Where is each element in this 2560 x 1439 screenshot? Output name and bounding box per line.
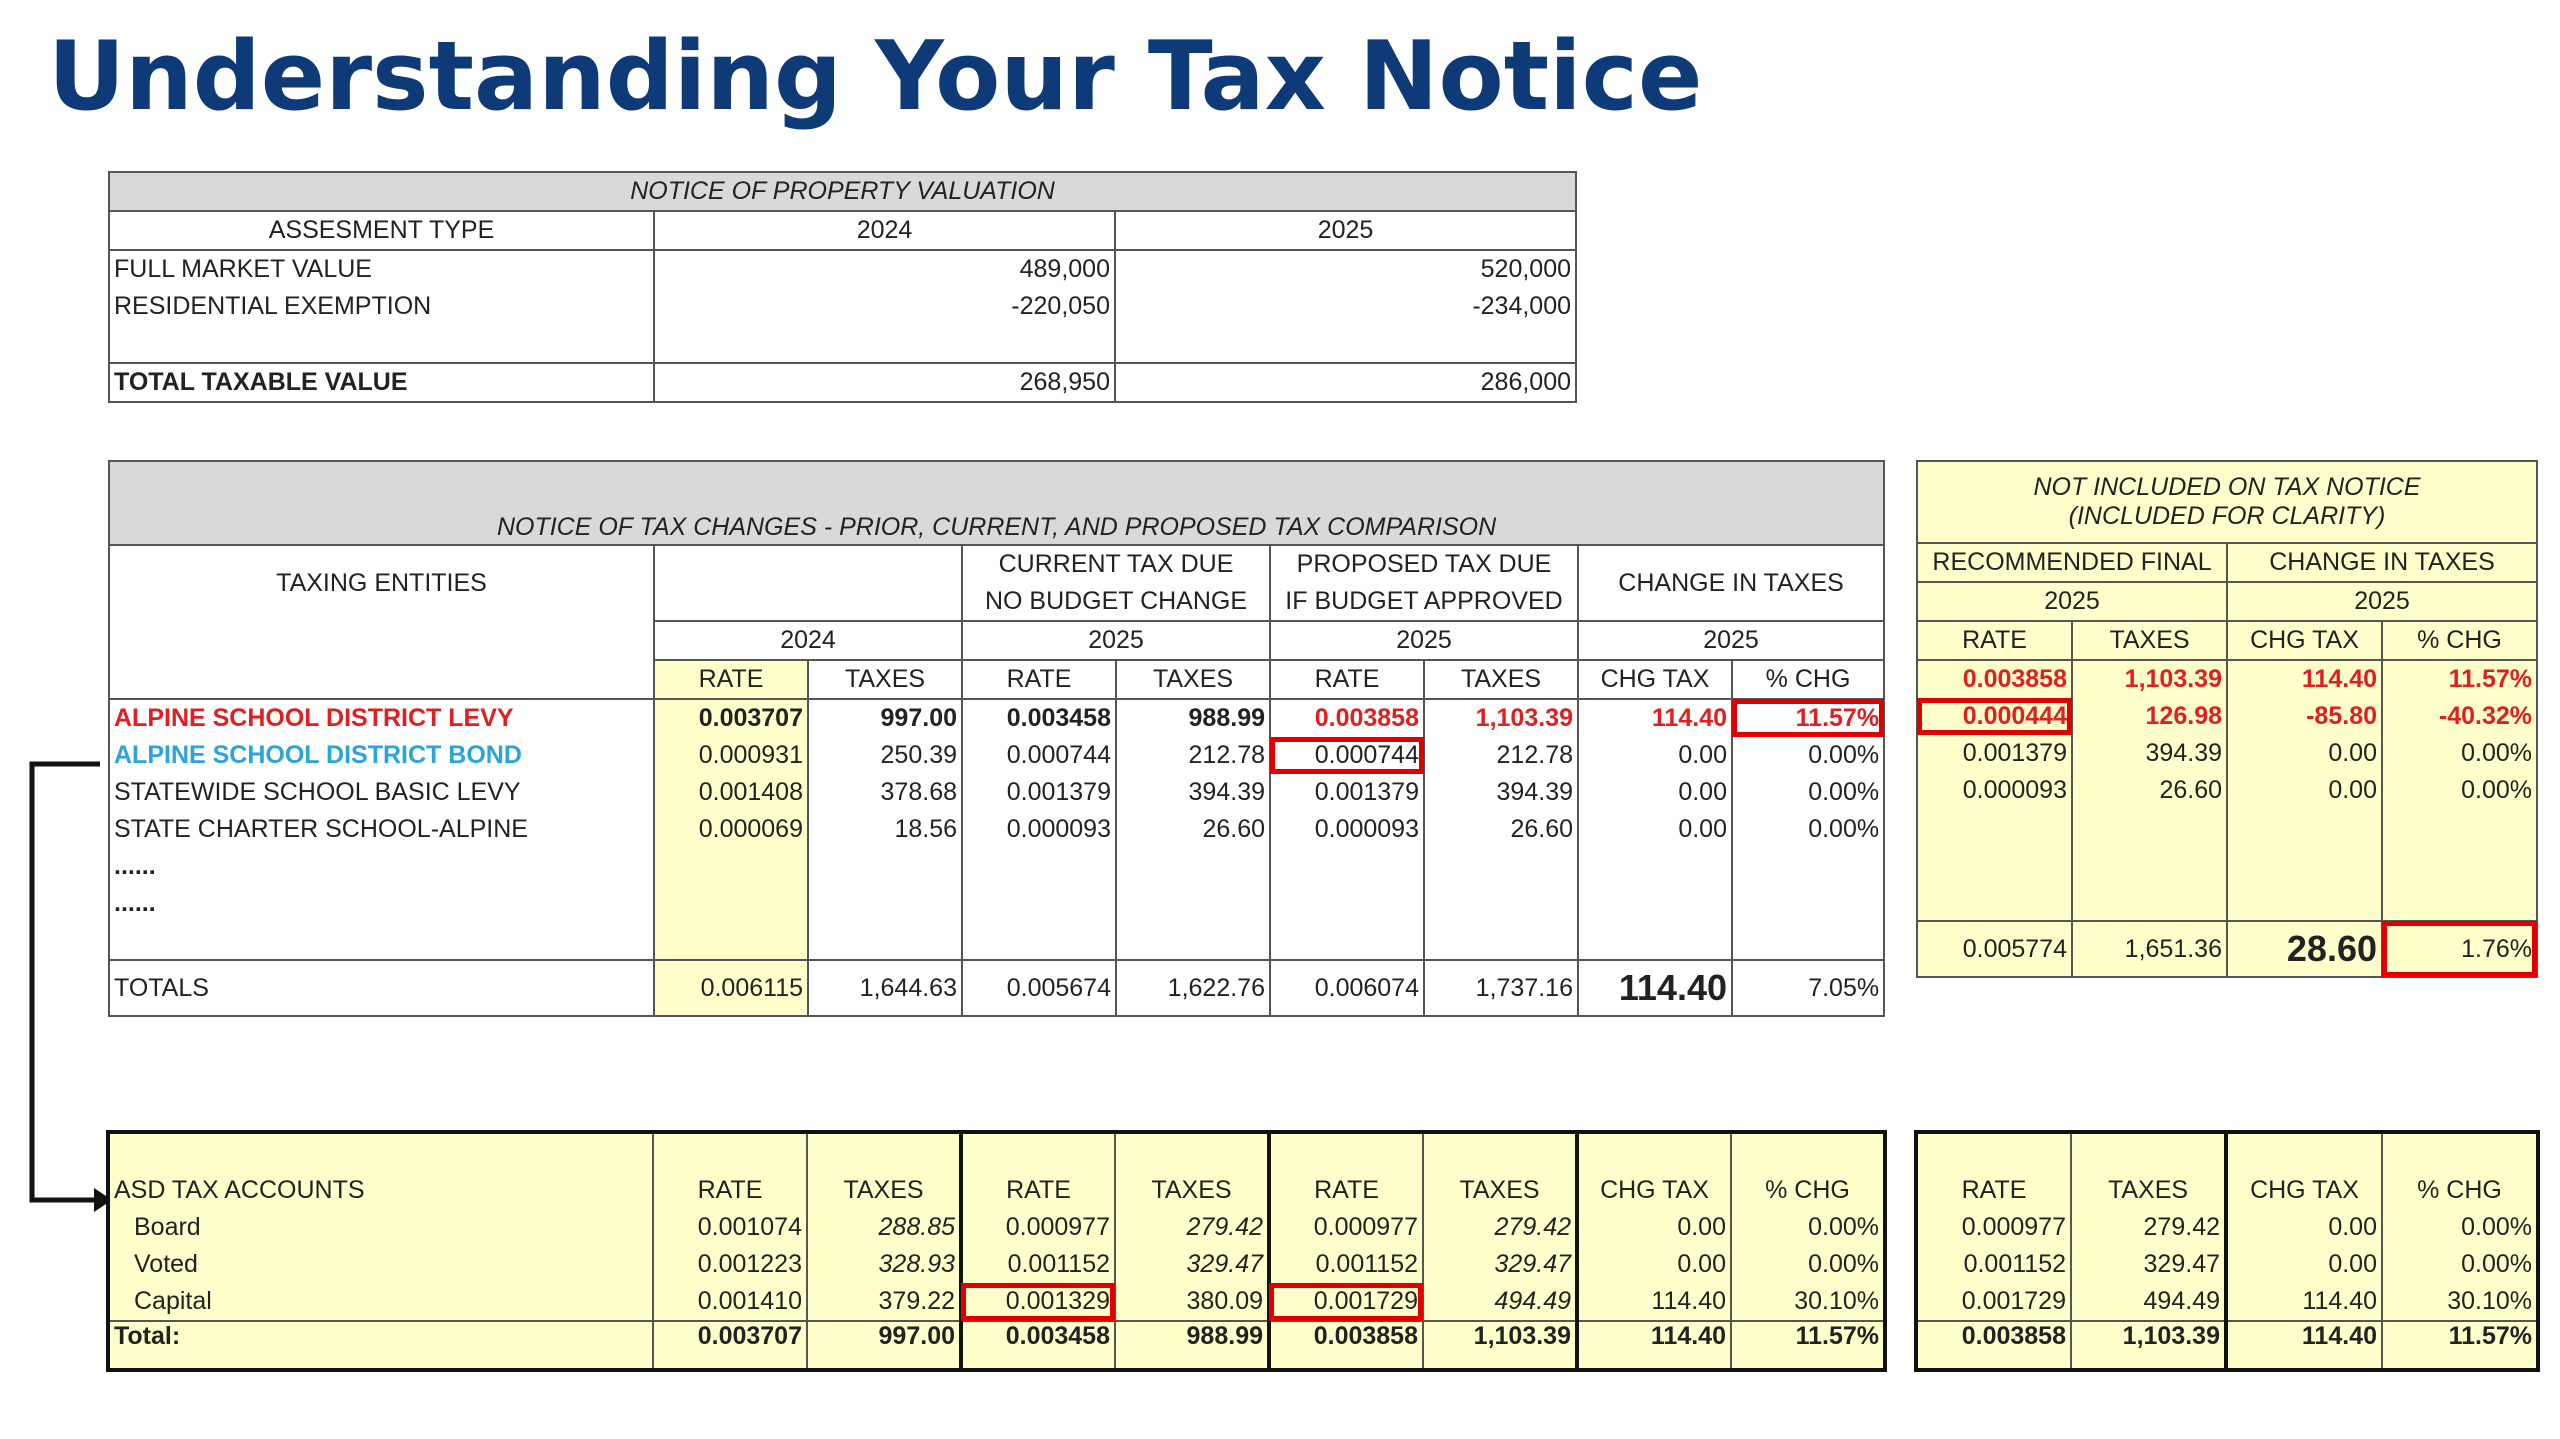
cell: 0.00 — [2227, 735, 2382, 772]
cell: 0.000093 — [962, 811, 1116, 848]
cell: 0.001379 — [1270, 774, 1424, 811]
value-2024: -220,050 — [654, 288, 1115, 325]
side-header-2: (INCLUDED FOR CLARITY) — [1917, 502, 2537, 543]
cell: 394.39 — [1116, 774, 1270, 811]
cell: 0.00 — [1578, 811, 1732, 848]
taxes-header: TAXES — [1116, 660, 1270, 699]
total-2025: 286,000 — [1115, 363, 1576, 402]
cell: 1,103.39 — [2072, 660, 2227, 698]
arrow-connector — [24, 760, 114, 1220]
cell: 0.00 — [1578, 774, 1732, 811]
cell: 114.40 — [1578, 960, 1732, 1016]
cell: 0.00 — [2226, 1246, 2382, 1283]
table-row — [1916, 1209, 2538, 1246]
cell: 28.60 — [2227, 921, 2382, 977]
cell: 0.00% — [1731, 1209, 1885, 1246]
asd-recommended-table — [1914, 1130, 2540, 1372]
cell: 0.006074 — [1270, 960, 1424, 1016]
taxes-header: TAXES — [1115, 1172, 1269, 1209]
cell-highlight: 0.000444 — [1917, 698, 2072, 735]
cell: 329.47 — [1423, 1246, 1577, 1283]
cell: 1,651.36 — [2072, 921, 2227, 977]
cell: 26.60 — [2072, 772, 2227, 809]
cell: 1,622.76 — [1116, 960, 1270, 1016]
row-label: RESIDENTIAL EXEMPTION — [109, 288, 654, 325]
cell: 0.003458 — [961, 1321, 1115, 1370]
account-total-label: Total: — [108, 1321, 653, 1370]
cell: 0.003858 — [1270, 699, 1424, 737]
cell: 0.000977 — [1269, 1209, 1423, 1246]
ellipsis-row: ...... — [109, 848, 654, 885]
total-2024: 268,950 — [654, 363, 1115, 402]
cell: 114.40 — [2226, 1321, 2382, 1370]
cell: -85.80 — [2227, 698, 2382, 735]
row-label: FULL MARKET VALUE — [109, 250, 654, 288]
cell: 0.003707 — [654, 699, 808, 737]
rate-header: RATE — [962, 660, 1116, 699]
value-2025: 520,000 — [1115, 250, 1576, 288]
table-row — [109, 699, 1884, 737]
cell: 0.003707 — [653, 1321, 807, 1370]
total-row — [108, 1321, 1885, 1370]
cell: 114.40 — [2226, 1283, 2382, 1321]
total-row — [109, 363, 1576, 402]
cell: 11.57% — [1731, 1321, 1885, 1370]
cell: 0.005674 — [962, 960, 1116, 1016]
cell: 0.003858 — [1916, 1321, 2071, 1370]
year-2024-header: 2024 — [654, 211, 1115, 250]
cell: 0.001152 — [1916, 1246, 2071, 1283]
cell: 0.00% — [1731, 1246, 1885, 1283]
cell: 30.10% — [2382, 1283, 2538, 1321]
cell: 11.57% — [2382, 660, 2537, 698]
current-tax-header-2: NO BUDGET CHANGE — [962, 583, 1270, 621]
recommended-final-header: RECOMMENDED FINAL — [1917, 543, 2227, 582]
account-name: Board — [108, 1209, 653, 1246]
cell: 1,103.39 — [2071, 1321, 2226, 1370]
cell: 1,103.39 — [1423, 1321, 1577, 1370]
taxes-header: TAXES — [1424, 660, 1578, 699]
rate-header: RATE — [961, 1172, 1115, 1209]
cell: 0.00 — [1577, 1246, 1731, 1283]
entity-name: STATEWIDE SCHOOL BASIC LEVY — [109, 774, 654, 811]
taxes-header: TAXES — [807, 1172, 961, 1209]
chg-tax-header: CHG TAX — [1578, 660, 1732, 699]
proposed-tax-header-2: IF BUDGET APPROVED — [1270, 583, 1578, 621]
cell: 288.85 — [807, 1209, 961, 1246]
year-header: 2025 — [962, 621, 1270, 660]
cell: 0.003858 — [1269, 1321, 1423, 1370]
value-2025: -234,000 — [1115, 288, 1576, 325]
cell: 0.001379 — [962, 774, 1116, 811]
cell: 114.40 — [2227, 660, 2382, 698]
taxes-header: TAXES — [1423, 1172, 1577, 1209]
cell: 0.00 — [1578, 737, 1732, 774]
year-header: 2025 — [1578, 621, 1884, 660]
table-row — [108, 1283, 1885, 1321]
year-header: 2025 — [1270, 621, 1578, 660]
cell: 0.001152 — [1269, 1246, 1423, 1283]
chg-tax-header: CHG TAX — [2227, 621, 2382, 660]
asd-header: ASD TAX ACCOUNTS — [108, 1172, 653, 1209]
cell: 26.60 — [1116, 811, 1270, 848]
table-row — [1916, 1283, 2538, 1321]
entity-name: STATE CHARTER SCHOOL-ALPINE — [109, 811, 654, 848]
cell: -40.32% — [2382, 698, 2537, 735]
current-tax-header-1: CURRENT TAX DUE — [962, 545, 1270, 583]
asd-tax-accounts-table — [106, 1130, 1887, 1372]
pct-chg-header: % CHG — [1731, 1172, 1885, 1209]
cell: 11.57% — [2382, 1321, 2538, 1370]
totals-row — [1917, 921, 2537, 977]
cell: 0.006115 — [654, 960, 808, 1016]
cell: 0.00% — [2382, 735, 2537, 772]
change-header: CHANGE IN TAXES — [1578, 545, 1884, 621]
cell: 0.001379 — [1917, 735, 2072, 772]
cell: 494.49 — [2071, 1283, 2226, 1321]
cell: 0.001729 — [1916, 1283, 2071, 1321]
cell: 279.42 — [1423, 1209, 1577, 1246]
cell: 0.000744 — [962, 737, 1116, 774]
side-change-header: CHANGE IN TAXES — [2227, 543, 2537, 582]
cell: 1,644.63 — [808, 960, 962, 1016]
table-row — [109, 288, 1576, 325]
property-valuation-table — [108, 171, 1577, 403]
cell: 26.60 — [1424, 811, 1578, 848]
total-row — [1916, 1321, 2538, 1370]
table-row — [108, 1209, 1885, 1246]
side-header-1: NOT INCLUDED ON TAX NOTICE — [1917, 461, 2537, 502]
cell: 379.22 — [807, 1283, 961, 1321]
totals-label: TOTALS — [109, 960, 654, 1016]
rate-header: RATE — [653, 1172, 807, 1209]
cell: 18.56 — [808, 811, 962, 848]
year-header: 2025 — [2227, 582, 2537, 621]
table-row — [1917, 698, 2537, 735]
page-title: Understanding Your Tax Notice — [48, 22, 1703, 132]
year-2025-header: 2025 — [1115, 211, 1576, 250]
cell: 0.003858 — [1917, 660, 2072, 698]
rate-header: RATE — [1269, 1172, 1423, 1209]
cell: 0.001152 — [961, 1246, 1115, 1283]
taxes-header: TAXES — [808, 660, 962, 699]
cell: 329.47 — [1115, 1246, 1269, 1283]
cell-highlight: 1.76% — [2382, 921, 2537, 977]
account-name: Voted — [108, 1246, 653, 1283]
cell: 126.98 — [2072, 698, 2227, 735]
cell: 0.001074 — [653, 1209, 807, 1246]
entity-name: ALPINE SCHOOL DISTRICT BOND — [109, 737, 654, 774]
cell: 0.00% — [2382, 772, 2537, 809]
table-row — [108, 1246, 1885, 1283]
cell: 0.001223 — [653, 1246, 807, 1283]
rate-header: RATE — [1917, 621, 2072, 660]
arrow-line — [32, 764, 100, 1200]
chg-tax-header: CHG TAX — [1577, 1172, 1731, 1209]
cell: 0.000093 — [1270, 811, 1424, 848]
table-row — [109, 737, 1884, 774]
cell: 212.78 — [1116, 737, 1270, 774]
table-row — [1917, 660, 2537, 698]
cell: 114.40 — [1577, 1283, 1731, 1321]
cell: 494.49 — [1423, 1283, 1577, 1321]
table-row — [1917, 772, 2537, 809]
proposed-tax-header-1: PROPOSED TAX DUE — [1270, 545, 1578, 583]
cell: 0.00% — [1732, 811, 1884, 848]
taxes-header: TAXES — [2072, 621, 2227, 660]
valuation-header: NOTICE OF PROPERTY VALUATION — [109, 172, 1576, 211]
cell-highlight: 11.57% — [1732, 699, 1884, 737]
pct-chg-header: % CHG — [1732, 660, 1884, 699]
cell: 212.78 — [1424, 737, 1578, 774]
cell: 0.00% — [2382, 1209, 2538, 1246]
cell: 329.47 — [2071, 1246, 2226, 1283]
year-header: 2025 — [1917, 582, 2227, 621]
cell: 0.001408 — [654, 774, 808, 811]
tax-changes-header: NOTICE OF TAX CHANGES - PRIOR, CURRENT, AND PROPOSED TAX COMPARISON — [109, 461, 1884, 545]
cell: 988.99 — [1116, 699, 1270, 737]
table-row — [1916, 1246, 2538, 1283]
totals-row — [109, 960, 1884, 1016]
cell: 279.42 — [2071, 1209, 2226, 1246]
cell: 394.39 — [1424, 774, 1578, 811]
cell: 380.09 — [1115, 1283, 1269, 1321]
cell: 1,103.39 — [1424, 699, 1578, 737]
cell: 250.39 — [808, 737, 962, 774]
cell: 0.000931 — [654, 737, 808, 774]
table-row — [109, 811, 1884, 848]
cell: 0.000093 — [1917, 772, 2072, 809]
cell: 0.00 — [1577, 1209, 1731, 1246]
cell: 1,737.16 — [1424, 960, 1578, 1016]
cell: 0.00% — [2382, 1246, 2538, 1283]
assessment-type-header: ASSESMENT TYPE — [109, 211, 654, 250]
cell: 0.005774 — [1917, 921, 2072, 977]
cell: 0.000977 — [1916, 1209, 2071, 1246]
not-included-table — [1916, 460, 2538, 978]
taxes-header: TAXES — [2071, 1172, 2226, 1209]
cell: 0.000977 — [961, 1209, 1115, 1246]
tax-changes-table — [108, 460, 1885, 1017]
cell-highlight: 0.001329 — [961, 1283, 1115, 1321]
account-name: Capital — [108, 1283, 653, 1321]
cell: 0.001410 — [653, 1283, 807, 1321]
cell-highlight: 0.001729 — [1269, 1283, 1423, 1321]
cell: 0.003458 — [962, 699, 1116, 737]
pct-chg-header: % CHG — [2382, 621, 2537, 660]
total-label: TOTAL TAXABLE VALUE — [109, 363, 654, 402]
cell: 114.40 — [1577, 1321, 1731, 1370]
cell: 997.00 — [808, 699, 962, 737]
cell: 378.68 — [808, 774, 962, 811]
year-header: 2024 — [654, 621, 962, 660]
cell-highlight: 0.000744 — [1270, 737, 1424, 774]
cell: 30.10% — [1731, 1283, 1885, 1321]
rate-header: RATE — [1270, 660, 1424, 699]
entity-name: ALPINE SCHOOL DISTRICT LEVY — [109, 699, 654, 737]
cell: 997.00 — [807, 1321, 961, 1370]
ellipsis-row: ...... — [109, 885, 654, 922]
rate-header: RATE — [654, 660, 808, 699]
pct-chg-header: % CHG — [2382, 1172, 2538, 1209]
cell: 328.93 — [807, 1246, 961, 1283]
value-2024: 489,000 — [654, 250, 1115, 288]
cell: 279.42 — [1115, 1209, 1269, 1246]
cell: 0.00% — [1732, 774, 1884, 811]
cell: 7.05% — [1732, 960, 1884, 1016]
cell: 0.00 — [2226, 1209, 2382, 1246]
cell: 114.40 — [1578, 699, 1732, 737]
table-row — [1917, 735, 2537, 772]
chg-tax-header: CHG TAX — [2226, 1172, 2382, 1209]
cell: 0.00 — [2227, 772, 2382, 809]
rate-header: RATE — [1916, 1172, 2071, 1209]
table-row — [109, 774, 1884, 811]
cell: 0.000069 — [654, 811, 808, 848]
table-row — [109, 250, 1576, 288]
cell: 394.39 — [2072, 735, 2227, 772]
taxing-entities-header: TAXING ENTITIES — [109, 545, 654, 621]
cell: 988.99 — [1115, 1321, 1269, 1370]
cell: 0.00% — [1732, 737, 1884, 774]
